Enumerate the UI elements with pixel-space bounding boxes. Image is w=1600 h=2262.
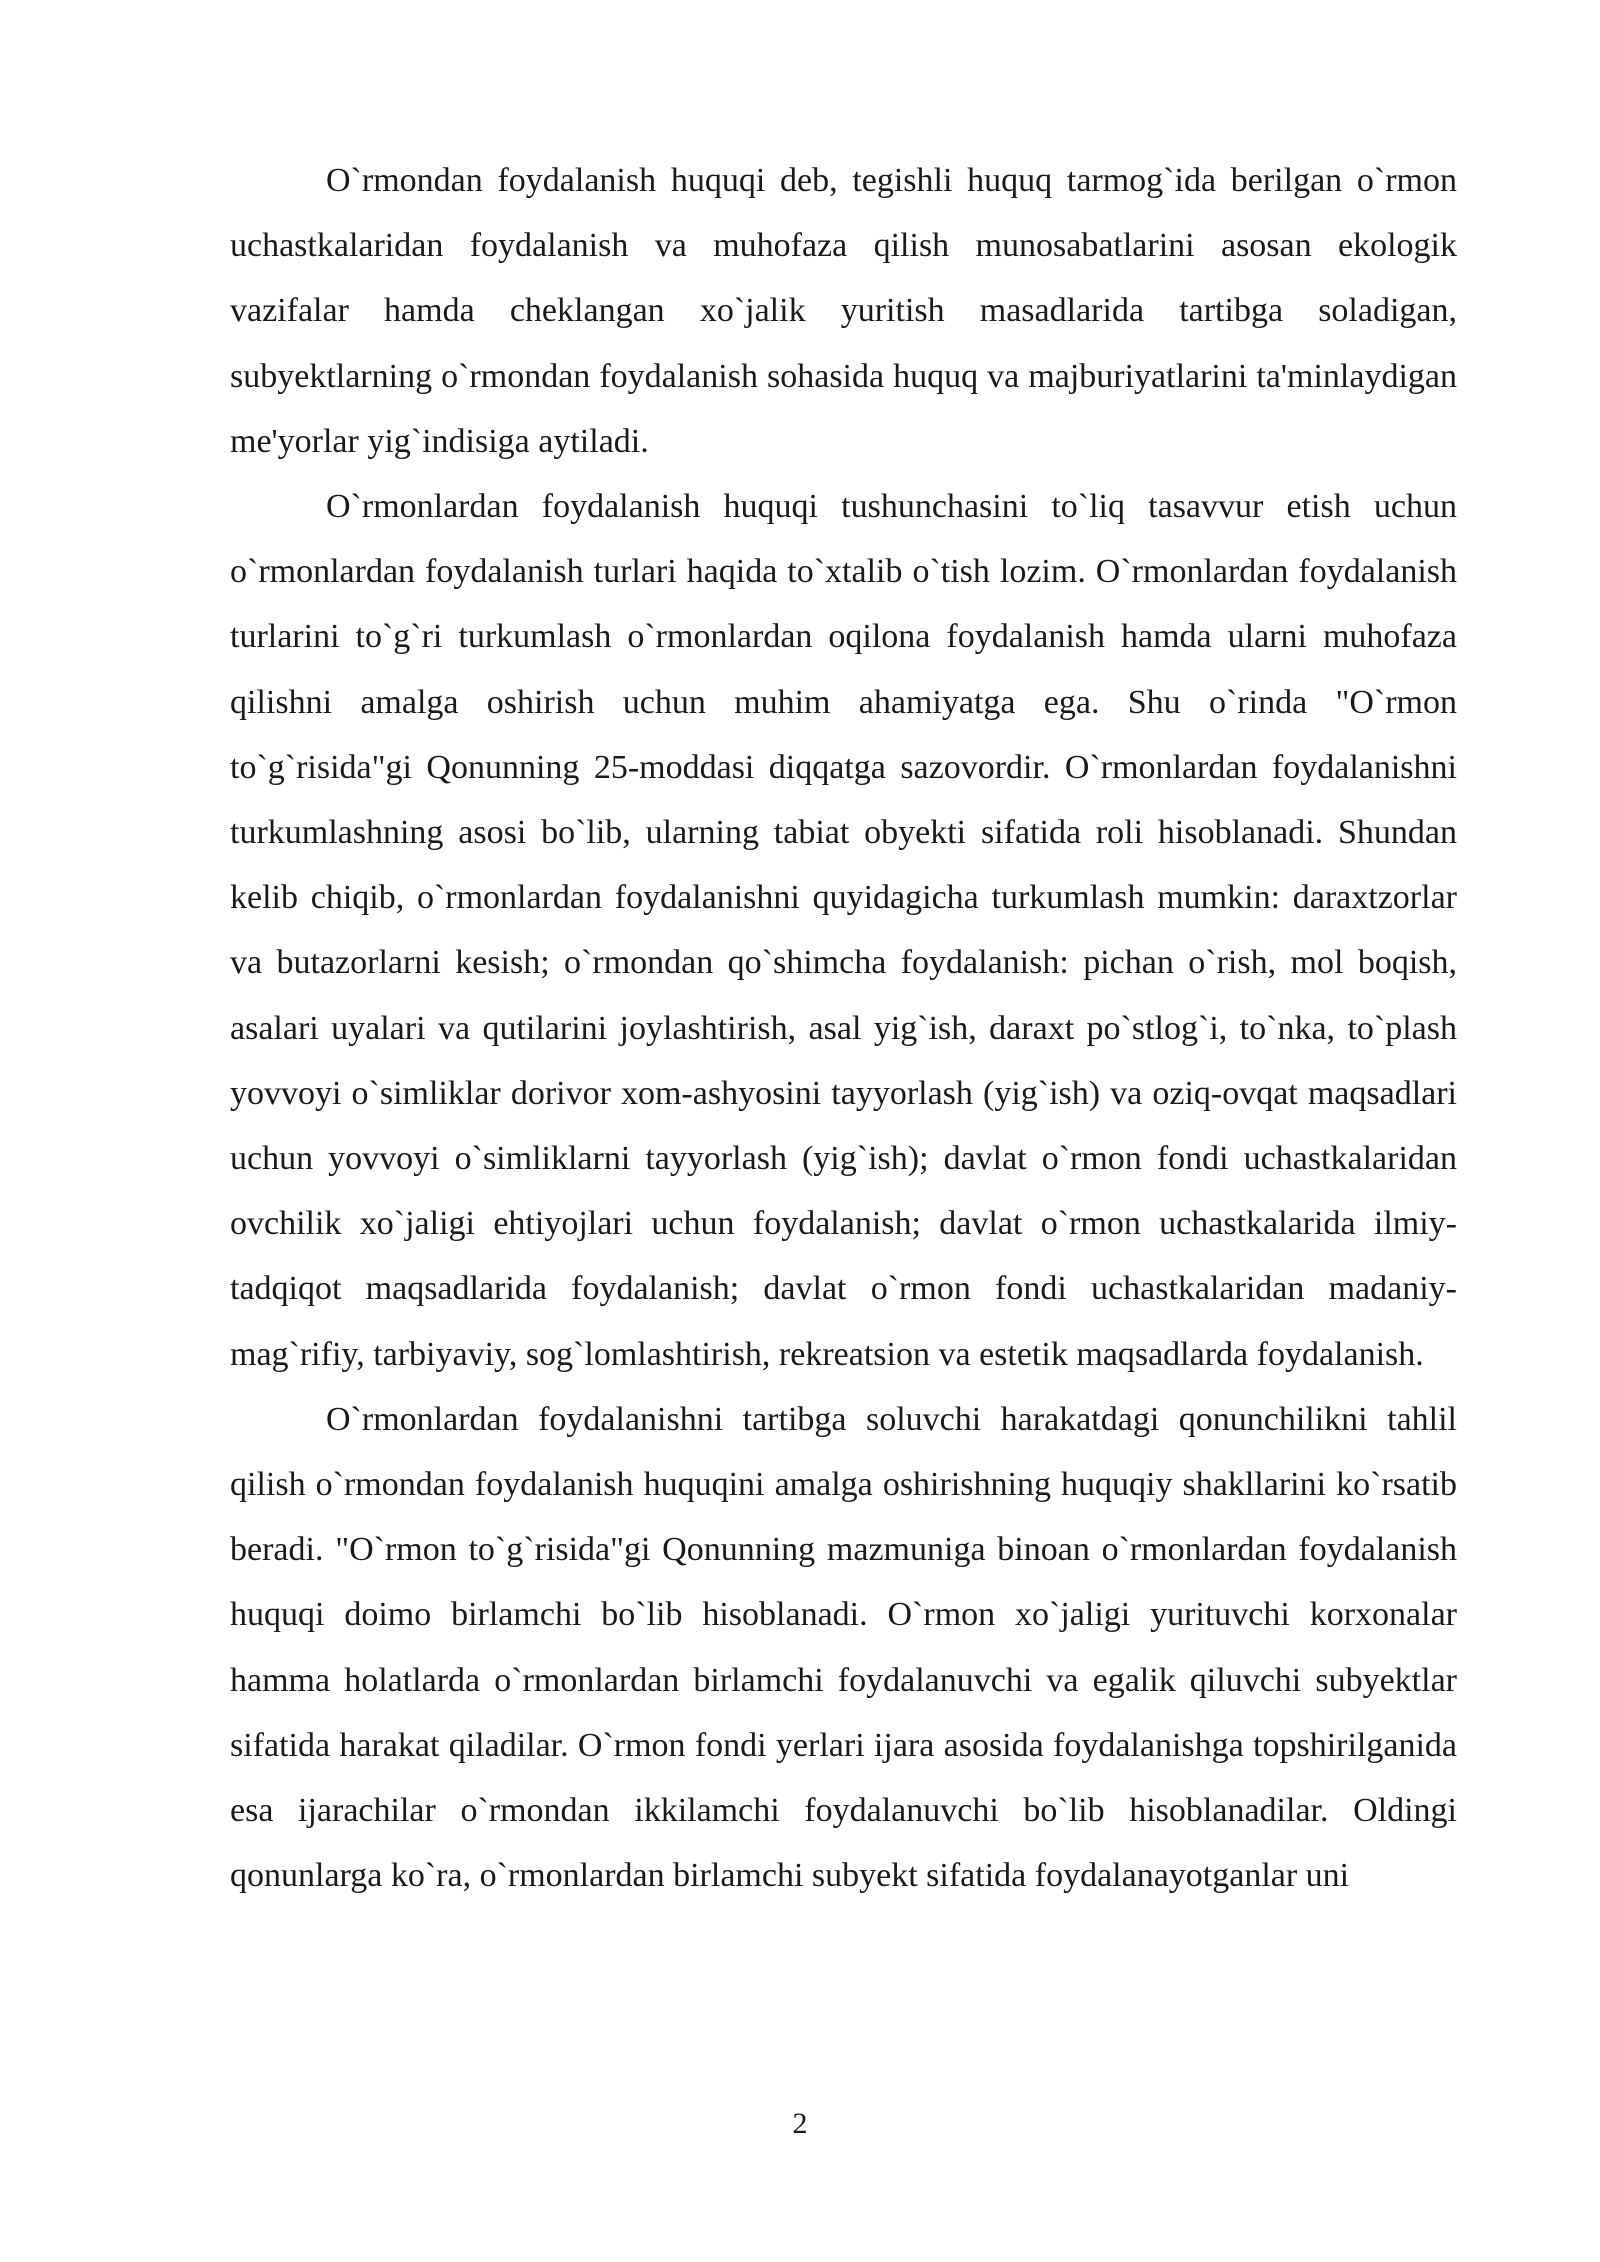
paragraph: O`rmonlardan foydalanishni tartibga soluvchi harakatdagi qonunchilikni tahlil qilish o`rmondan foydalanish huquqini amalga oshirishning huquqiy shakllarini ko`rsatib beradi. "O`rmon to`g`risida"gi Qonunning mazmuniga binoan o`rmonlardan foydalanish huquqi doimo birlamchi bo`lib hisoblanadi. O`rmon xo`jaligi yurituvchi korxonalar hamma holatlarda o`rmonlardan birlamchi foydalanuvchi va egalik qiluvchi subyektlar sifatida harakat qiladilar. O`rmon fondi yerlari ijara asosida foydalanishga topshirilganida esa ijarachilar o`rmondan ikkilamchi foydalanuvchi bo`lib hisoblanadilar. Oldingi qonunlarga ko`ra, o`rmonlardan birlamchi subyekt sifatida foydalanayotganlar uni xyxy=(230,1400,1457,1895)
paragraph: O`rmonlardan foydalanish huquqi tushunchasini to`liq tasavvur etish uchun o`rmonlardan foydalanish turlari haqida to`xtalib o`tish lozim. O`rmonlardan foydalanish turlarini to`g`ri turkumlash o`rmonlardan oqilona foydalanish hamda ularni muhofaza qilishni amalga oshirish uchun muhim ahamiyatga ega. Shu o`rinda "O`rmon to`g`risida"gi Qonunning 25-moddasi diqqatga sazovordir. O`rmonlardan foydalanishni turkumlashning asosi bo`lib, ularning tabiat obyekti sifatida roli hisoblanadi. Shundan kelib chiqib, o`rmonlardan foydalanishni quyidagicha turkumlash mumkin: daraxtzorlar va butazorlarni kesish; o`rmondan qo`shimcha foydalanish: pichan o`rish, mol boqish, asalari uyalari va qutilarini joylashtirish, asal yig`ish, daraxt po`stlog`i, to`nka, to`plash yovvoyi o`simliklar dorivor xom-ashyosini tayyorlash (yig`ish) va oziq-ovqat maqsadlari uchun yovvoyi o`simliklarni tayyorlash (yig`ish); davlat o`rmon fondi uchastkalaridan ovchilik xo`jaligi ehtiyojlari uchun foydalanish; davlat o`rmon uchastkalarida ilmiy-tadqiqot maqsadlarida foydalanish; davlat o`rmon fondi uchastkalaridan madaniy-mag`rifiy, tarbiyaviy, sog`lomlashtirish, rekreatsion va estetik maqsadlarda foydalanish. xyxy=(230,488,1457,1373)
page-number: 2 xyxy=(792,2107,808,2140)
body-text xyxy=(230,148,1457,1908)
paragraph: O`rmondan foydalanish huquqi deb, tegishli huquq tarmog`ida berilgan o`rmon uchastkalaridan foydalanish va muhofaza qilish munosabatlarini asosan ekologik vazifalar hamda cheklangan xo`jalik yuritish masadlarida tartibga soladigan, subyektlarning o`rmondan foydalanish sohasida huquq va majburiyatlarini ta'minlaydigan me'yorlar yig`indisiga aytiladi. xyxy=(230,162,1457,460)
